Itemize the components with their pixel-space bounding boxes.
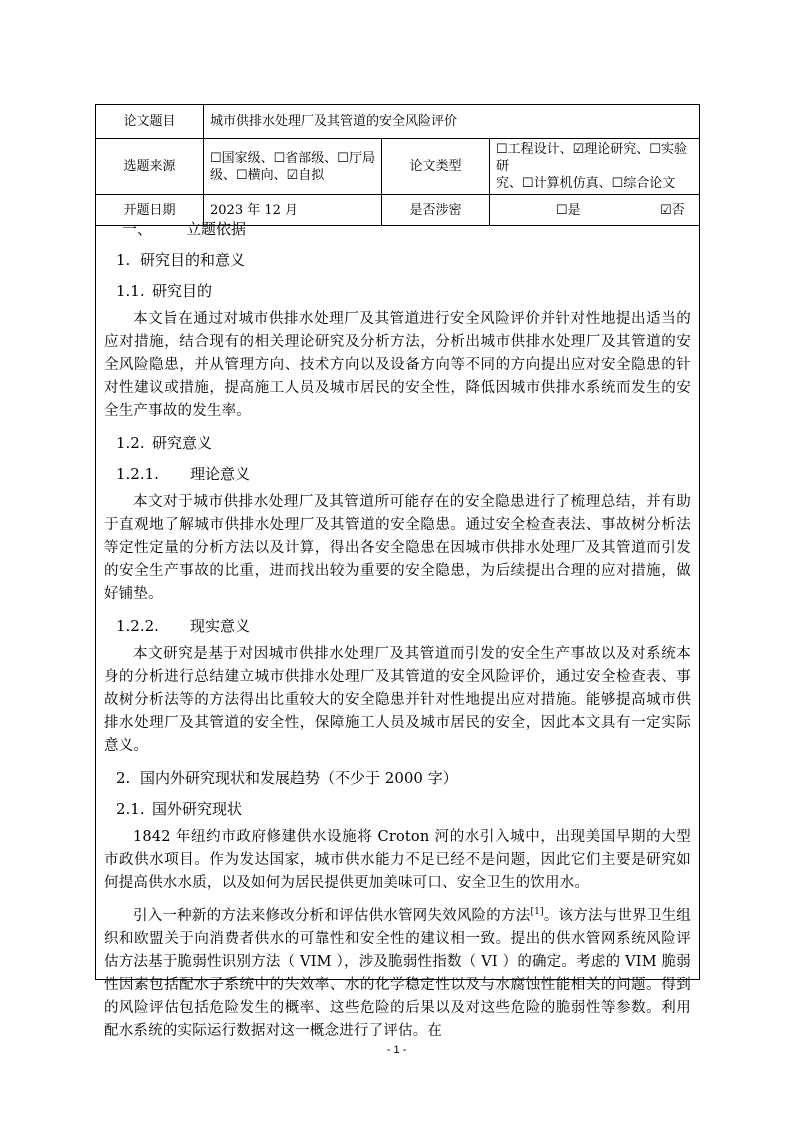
- section-number: 1.1.: [116, 282, 145, 300]
- section-title: 理论意义: [190, 465, 251, 483]
- body-paragraph: 1842 年纽约市政府修建供水设施将 Croton 河的水引入城中，出现美国早期的大型市政供水项目。作为发达国家，城市供水能力不足已经不是问题，因此它们主要是研究如何提高供水水质，以及如何为居民提供更加美味可口、安全卫生的饮用水。: [104, 829, 691, 891]
- section-title: 国内外研究现状和发展趋势（不少于 2000 字）: [140, 769, 458, 787]
- title-label: 论文题目: [96, 105, 204, 139]
- subsection-heading: [116, 432, 691, 454]
- section-title: 现实意义: [190, 617, 251, 635]
- source-label: 选题来源: [96, 139, 204, 195]
- date-label: 开题日期: [96, 195, 204, 226]
- paragraph-text: 引入一种新的方法来修改分析和评估供水管网失效风险的方法: [133, 907, 531, 924]
- subsection-heading: [116, 280, 691, 302]
- section-title: 立题依据: [186, 220, 247, 238]
- subsection-heading: [116, 798, 691, 820]
- section-heading: [122, 218, 691, 240]
- source-options: [204, 139, 382, 195]
- section-number: 1.2.1.: [116, 465, 159, 483]
- type-options: [490, 139, 700, 195]
- subsection-heading: [116, 249, 691, 271]
- body-paragraph: 本文研究是基于对因城市供排水处理厂及其管道而引发的安全生产事故以及对系统本身的分析进行总结建立城市供排水处理厂及其管道的安全风险评价，通过安全检查表、事故树分析法等的方法得出比重较大的安全隐患并针对性地提出应对措施。能够提高城市供排水处理厂及其管道的安全性，保障施工人员及城市居民的安全，因此本文具有一定实际意义。: [104, 646, 691, 754]
- start-date: 2023 年 12 月: [204, 195, 382, 226]
- source-options-line: ☐国家级、☐省部级、☐厅局: [210, 150, 375, 166]
- secret-no-option: ☑否: [660, 202, 685, 218]
- subsection-heading: [116, 767, 691, 789]
- section-title: 研究意义: [152, 434, 213, 452]
- page-number: - 1 -: [386, 1044, 407, 1056]
- thesis-title: 城市供排水处理厂及其管道的安全风险评价: [204, 105, 700, 139]
- section-number: 2.: [116, 769, 131, 787]
- source-options-line: 级、☐横向、☑自拟: [210, 167, 325, 183]
- citation-ref[interactable]: [1]: [530, 907, 544, 917]
- section-title: 国外研究现状: [152, 800, 243, 818]
- body-paragraph: [104, 901, 691, 1043]
- table-row: [96, 105, 700, 139]
- content-box: [95, 208, 700, 1039]
- section-number: 2.1.: [116, 800, 145, 818]
- body-paragraph: 本文对于城市供排水处理厂及其管道所可能存在的安全隐患进行了梳理总结，并有助于直观地了解城市供排水处理厂及其管道的安全隐患。通过安全检查表法、事故树分析法等定性定量的分析方法以及计算，得出各安全隐患在因城市供排水处理厂及其管道而引发的安全生产事故的比重，进而找出较为重要的安全隐患，为后续提出合理的应对措施，做好铺垫。: [104, 494, 691, 602]
- section-number: 1.2.: [116, 434, 145, 452]
- section-title: 研究目的: [152, 282, 213, 300]
- section-title: 研究目的和意义: [140, 251, 246, 269]
- secret-label: 是否涉密: [382, 195, 490, 226]
- type-options-line: 究、☐计算机仿真、☐综合论文: [496, 176, 676, 191]
- section-number: 1.: [116, 251, 131, 269]
- paragraph-text: 。该方法与世界卫生组织和欧盟关于向消费者供水的可靠性和安全性的建议相一致。提出的供水管网系统风险评估方法基于脆弱性识别方法（ VIM ），涉及脆弱性指数（ VI ）的确定。考虑的 VIM 脆弱性因素包括配水子系统中的失效率、水的化学稳定性以及与水腐蚀性能相关的问题。得到的风险评估包括危险发生的概率、这些危险的后果以及对这些危险的脆弱性等参数。利用配水系统的实际运行数据对这一概念进行了评估。在: [104, 907, 691, 1039]
- type-options-line: ☐工程设计、☑理论研究、☐实验研: [496, 142, 687, 174]
- table-row: [96, 139, 700, 195]
- secret-yes-option: ☐是: [556, 202, 581, 218]
- body-paragraph: 本文旨在通过对城市供排水处理厂及其管道进行安全风险评价并针对性地提出适当的应对措施，结合现有的相关理论研究及分析方法，分析出城市供排水处理厂及其管道的安全风险隐患，并从管理方向、技术方向以及设备方向等不同的方向提出应对安全隐患的针对性建议或措施，提高施工人员及城市居民的安全性，降低因城市供排水系统而发生的安全生产事故的发生率。: [104, 311, 691, 419]
- subsection-heading: [116, 463, 691, 485]
- section-number: 1.2.2.: [116, 617, 159, 635]
- section-number: 一、: [122, 220, 153, 238]
- type-label: 论文类型: [382, 139, 490, 195]
- subsection-heading: [116, 615, 691, 637]
